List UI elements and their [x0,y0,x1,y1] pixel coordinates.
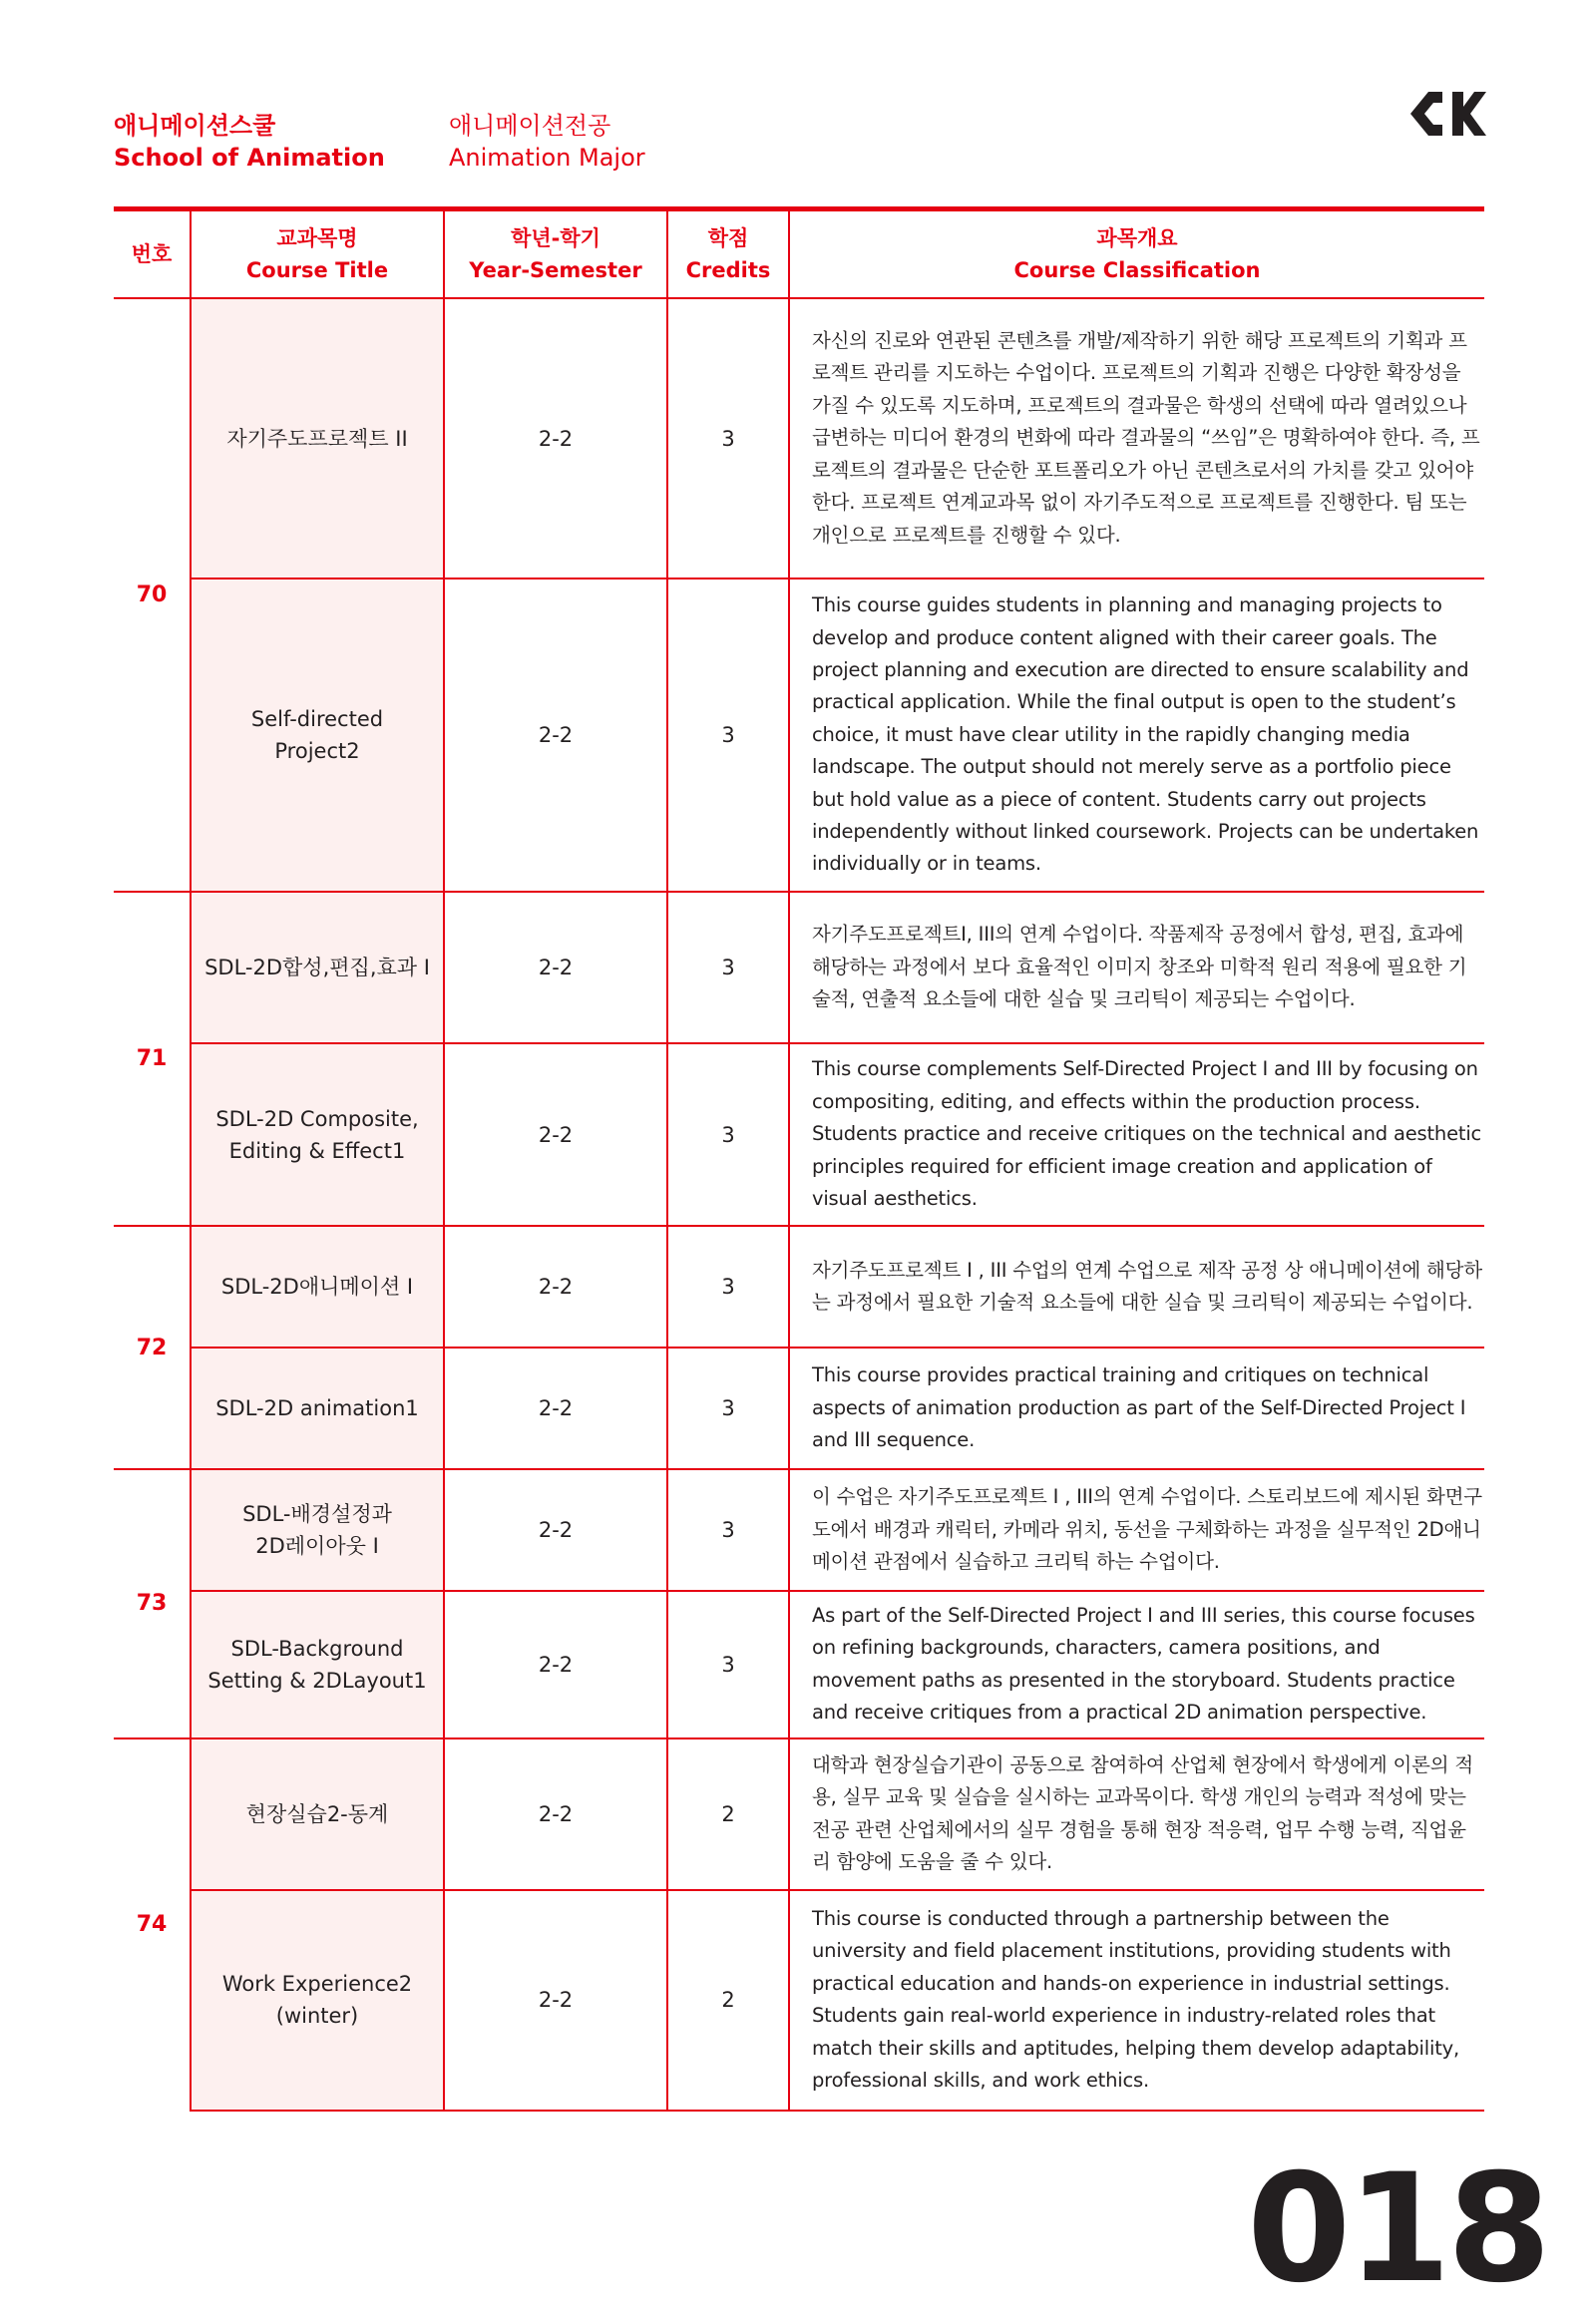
course-number: 70 [114,298,191,892]
course-description: As part of the Self-Directed Project I and III series, this course focuses on refining backgrounds, characters, camera positions, and movement paths as presented in the storyboard. Students practice and receive critiques from a practical 2D animation perspective. [789,1591,1484,1738]
course-semester: 2-2 [444,1226,667,1348]
course-table [114,206,1484,2112]
course-semester: 2-2 [444,1890,667,2111]
course-semester: 2-2 [444,1591,667,1738]
course-credits: 3 [667,1043,789,1226]
ck-logo-icon [1406,88,1486,140]
col-number-header: 번호 [114,209,191,299]
major-name [449,110,645,174]
course-semester: 2-2 [444,1348,667,1469]
course-description: 자기주도프로젝트 I , III 수업의 연계 수업으로 제작 공정 상 애니메이션에 해당하는 과정에서 필요한 기술적 요소들에 대한 실습 및 크리틱이 제공되는 수업이다. [789,1226,1484,1348]
school-name [114,110,385,174]
course-credits: 3 [667,1348,789,1469]
course-semester: 2-2 [444,1043,667,1226]
course-description: 자신의 진로와 연관된 콘텐츠를 개발/제작하기 위한 해당 프로젝트의 기획과 프로젝트 관리를 지도하는 수업이다. 프로젝트의 기획과 진행은 다양한 확장성을 가질 수 있도록 지도하며, 프로젝트의 결과물은 학생의 선택에 따라 열려있으나 급변하는 미디어 환경의 변화에 따라 결과물의 “쓰임”은 명확하여야 한다. 즉, 프로젝트의 결과물은 단순한 포트폴리오가 아닌 콘텐츠로서의 가치를 갖고 있어야 한다. 프로젝트 연계교과목 없이 자기주도적으로 프로젝트를 진행한다. 팀 또는 개인으로 프로젝트를 진행할 수 있다. [789,298,1484,579]
course-description: This course guides students in planning and managing projects to develop and produce content aligned with their career goals. The project planning and execution are directed to ensure scalability and practical application. While the final output is open to the student’s choice, it must have clear utility in the rapidly changing media landscape. The output should not merely serve as a portfolio piece but hold value as a piece of content. Students carry out projects independently without linked coursework. Projects can be undertaken individually or in teams. [789,579,1484,892]
table-row [114,1738,1484,1890]
col-credits-header: 학점 Credits [667,209,789,299]
course-semester: 2-2 [444,892,667,1043]
table-row [114,298,1484,579]
school-name-en: School of Animation [114,144,385,172]
table-row [114,1890,1484,2111]
course-title: Work Experience2 (winter) [191,1890,444,2111]
course-title: 자기주도프로젝트 II [191,298,444,579]
course-semester: 2-2 [444,579,667,892]
course-credits: 3 [667,298,789,579]
course-number: 73 [114,1469,191,1738]
major-name-en: Animation Major [449,144,645,172]
course-number: 72 [114,1226,191,1469]
course-title: 현장실습2-동계 [191,1738,444,1890]
course-credits: 3 [667,1226,789,1348]
course-semester: 2-2 [444,1469,667,1591]
course-number: 71 [114,892,191,1226]
table-header-row [114,209,1484,299]
course-credits: 2 [667,1738,789,1890]
course-credits: 3 [667,892,789,1043]
course-description: This course is conducted through a partnership between the university and field placement institutions, providing students with practical education and hands-on experience in industrial settings. Students gain real-world experience in industry-related roles that match their skills and aptitudes, helping them develop adaptability, professional skills, and work ethics. [789,1890,1484,2111]
course-description: 자기주도프로젝트I, III의 연계 수업이다. 작품제작 공정에서 합성, 편집, 효과에 해당하는 과정에서 보다 효율적인 이미지 창조와 미학적 원리 적용에 필요한 기술적, 연출적 요소들에 대한 실습 및 크리틱이 제공되는 수업이다. [789,892,1484,1043]
col-semester-header: 학년-학기 Year-Semester [444,209,667,299]
table-row [114,1043,1484,1226]
course-credits: 3 [667,1591,789,1738]
course-description: 이 수업은 자기주도프로젝트 I , III의 연계 수업이다. 스토리보드에 제시된 화면구도에서 배경과 캐릭터, 카메라 위치, 동선을 구체화하는 과정을 실무적인 2D애니메이션 관점에서 실습하고 크리틱 하는 수업이다. [789,1469,1484,1591]
course-credits: 2 [667,1890,789,2111]
course-title: Self-directed Project2 [191,579,444,892]
course-title: SDL-배경설정과 2D레이아웃 I [191,1469,444,1591]
table-row [114,579,1484,892]
course-title: SDL-2D애니메이션 I [191,1226,444,1348]
major-name-ko: 애니메이션전공 [449,112,611,140]
table-row [114,1591,1484,1738]
page-number: 018 [1247,2142,1548,2316]
course-description: This course complements Self-Directed Project I and III by focusing on compositing, editing, and effects within the production process. Students practice and receive critiques on the technical and aesthetic principles required for efficient image creation and application of visual aesthetics. [789,1043,1484,1226]
course-number: 74 [114,1738,191,2111]
col-title-header: 교과목명 Course Title [191,209,444,299]
col-description-header: 과목개요 Course Classification [789,209,1484,299]
course-description: This course provides practical training and critiques on technical aspects of animation production as part of the Self-Directed Project I and III sequence. [789,1348,1484,1469]
course-title: SDL-2D합성,편집,효과 I [191,892,444,1043]
course-credits: 3 [667,579,789,892]
course-title: SDL-2D animation1 [191,1348,444,1469]
table-row [114,1226,1484,1348]
course-title: SDL-2D Composite, Editing & Effect1 [191,1043,444,1226]
course-description: 대학과 현장실습기관이 공동으로 참여하여 산업체 현장에서 학생에게 이론의 적용, 실무 교육 및 실습을 실시하는 교과목이다. 학생 개인의 능력과 적성에 맞는 전공 관련 산업체에서의 실무 경험을 통해 현장 적응력, 업무 수행 능력, 직업윤리 함양에 도움을 줄 수 있다. [789,1738,1484,1890]
table-row [114,1469,1484,1591]
course-semester: 2-2 [444,1738,667,1890]
course-credits: 3 [667,1469,789,1591]
table-row [114,1348,1484,1469]
course-semester: 2-2 [444,298,667,579]
table-row [114,892,1484,1043]
course-title: SDL-Background Setting & 2DLayout1 [191,1591,444,1738]
school-name-ko: 애니메이션스쿨 [114,112,276,140]
